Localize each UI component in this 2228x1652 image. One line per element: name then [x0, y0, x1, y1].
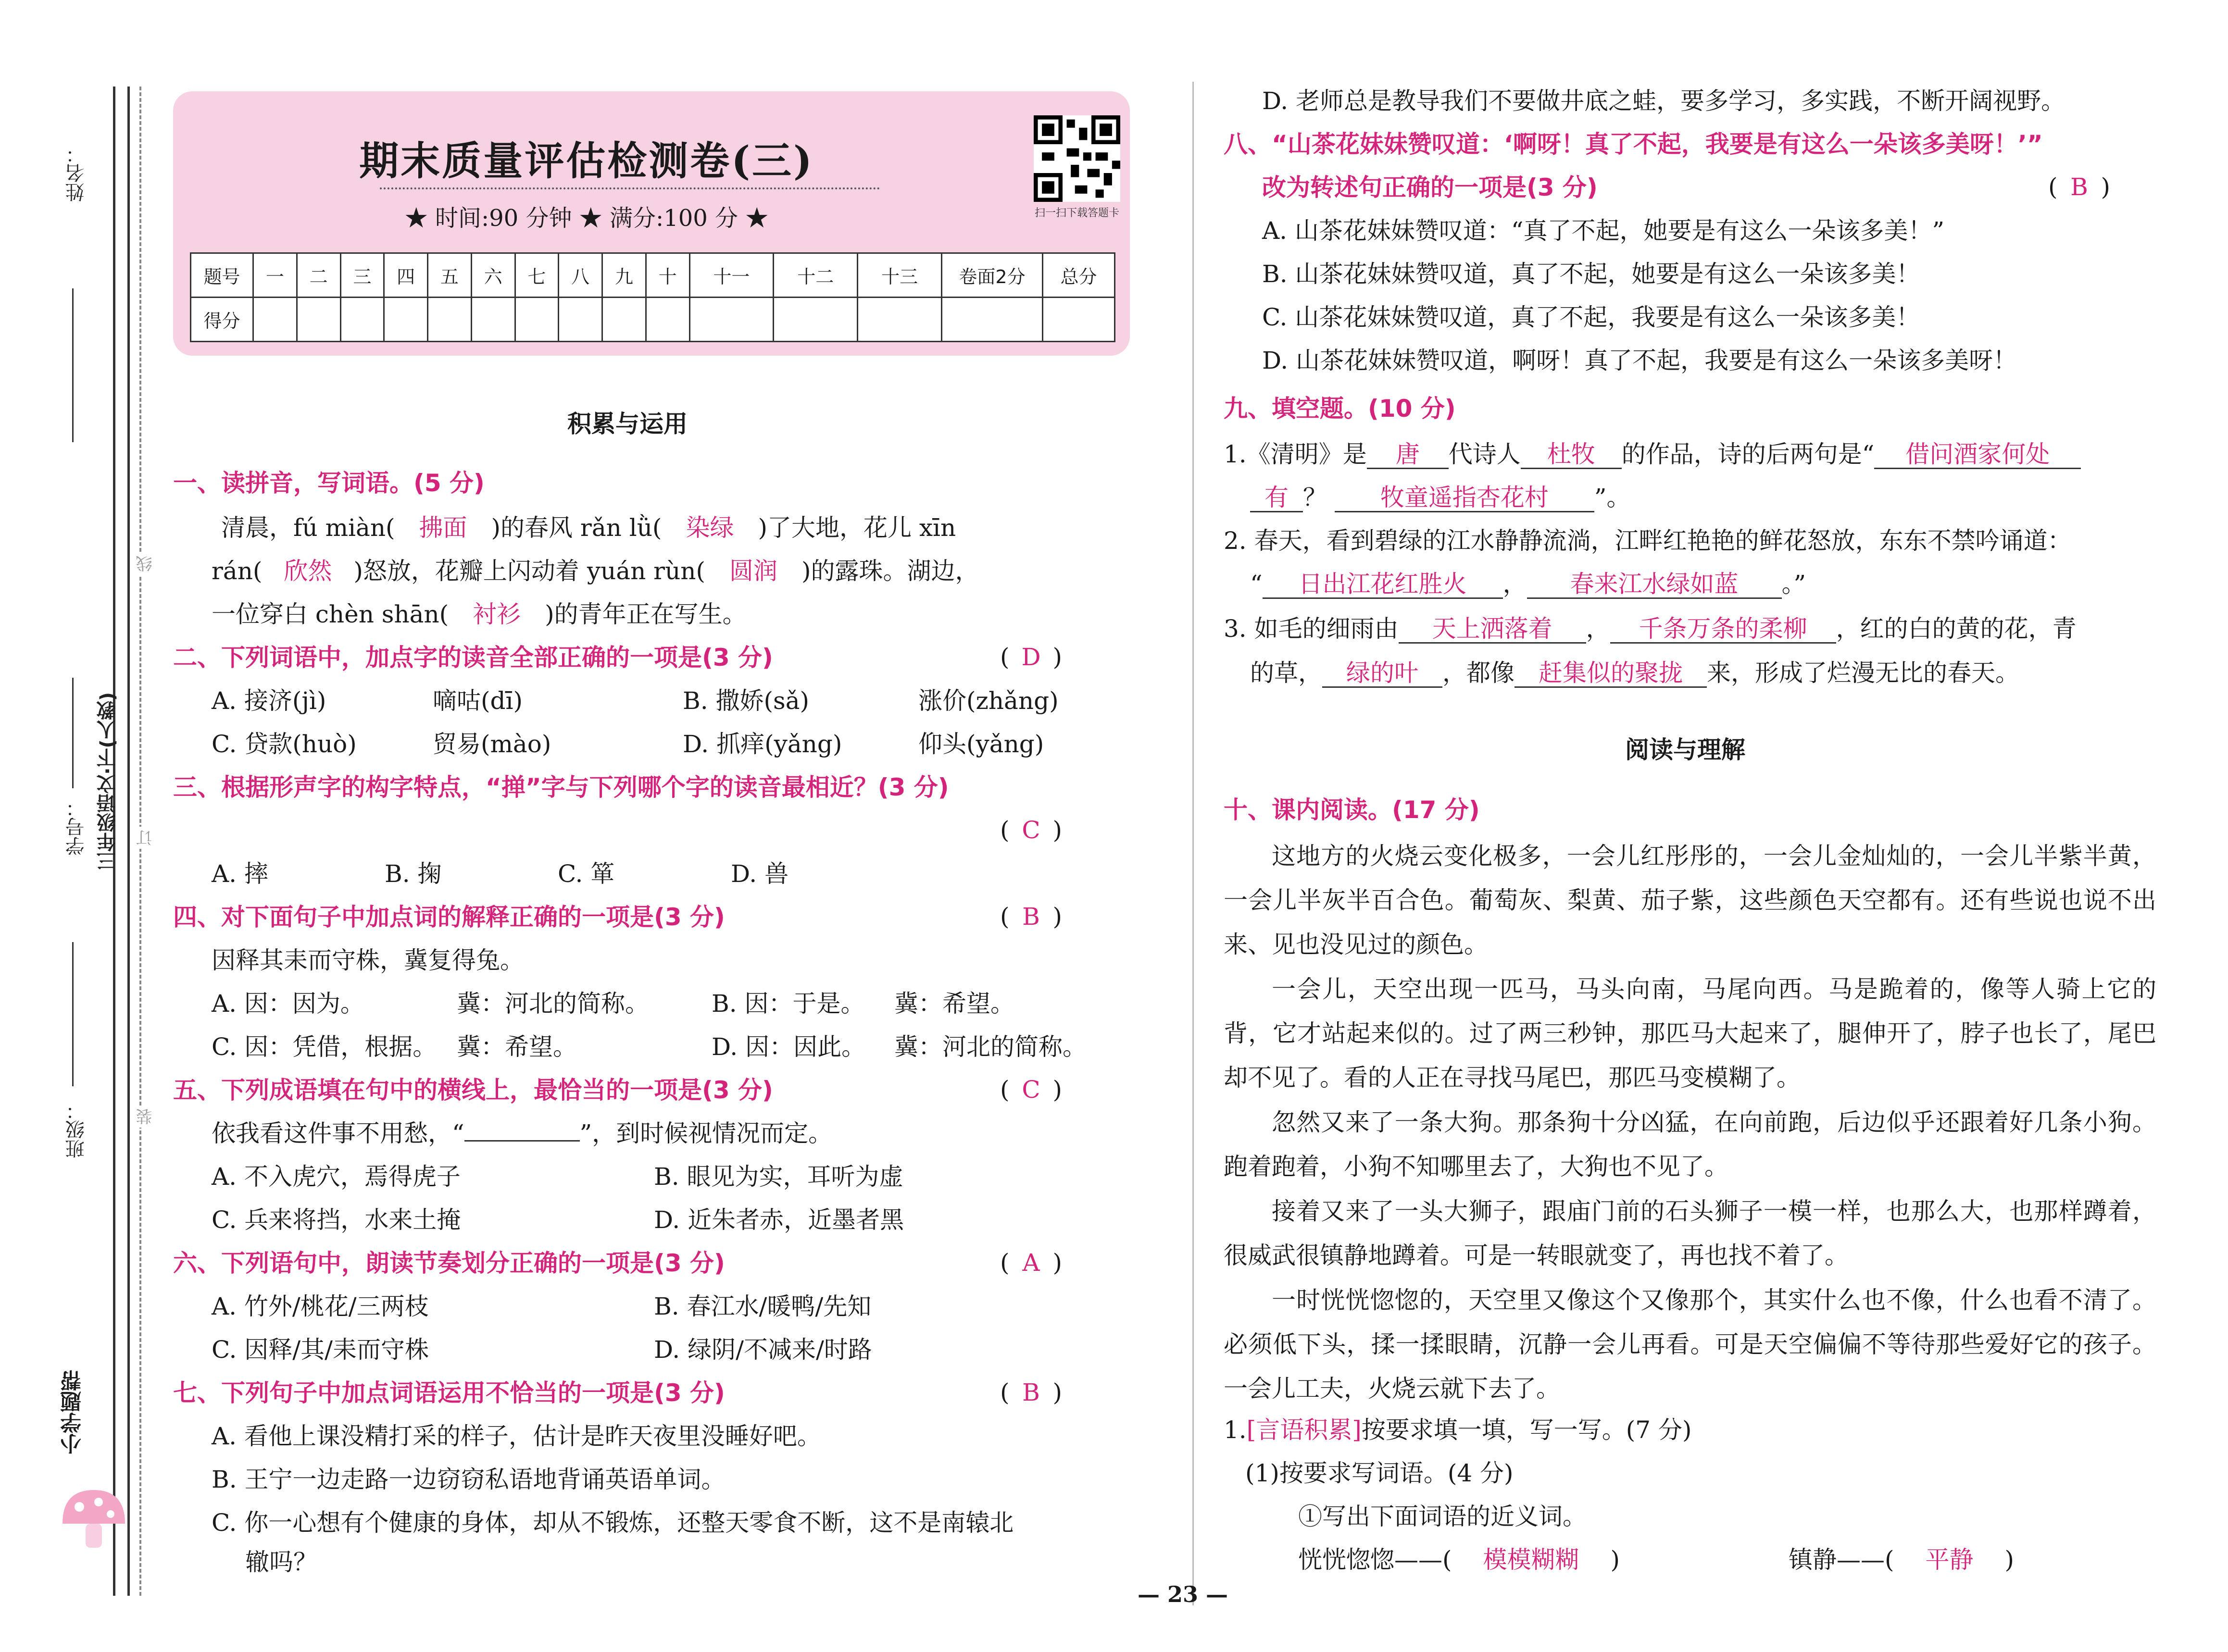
option: B. 山茶花妹妹赞叹道，真了不起，她要是有这么一朵该多美！ — [1262, 260, 1920, 288]
text: 依我看这件事不用愁，“ — [212, 1119, 464, 1147]
option: 嘀咕(dī) — [433, 687, 523, 715]
question-title: 四、对下面句子中加点词的解释正确的一项是(3 分) — [173, 903, 725, 931]
score-cell: 八 — [559, 253, 602, 298]
sentence: 因释其耒而守株，冀复得兔。 — [212, 946, 524, 974]
qr-caption: 扫一扫下载答题卡 — [1034, 207, 1119, 219]
score-cell: 五 — [428, 253, 472, 298]
question-title: 五、下列成语填在句中的横线上，最恰当的一项是(3 分) — [173, 1076, 773, 1104]
text: )的青年正在写生。 — [545, 600, 747, 628]
fill-answer: 唐 — [1367, 441, 1449, 469]
reading-paragraph: 忽然又来了一条大狗。那条狗十分凶猛，在向前跑，后边似乎还跟着好几条小狗。跑着跑着，小狗不知哪里去了，大狗也不见了。 — [1224, 1108, 2156, 1180]
option: D. 因：因此。 — [712, 1033, 866, 1061]
answer: 圆润 — [729, 557, 777, 585]
text: ？ — [1303, 484, 1327, 511]
text: 代诗人 — [1448, 440, 1521, 468]
fill-answer: 借问酒家何处 — [1874, 441, 2081, 469]
score-cell: 三 — [340, 253, 384, 298]
text: )怒放，花瓣上闪动着 yuán rùn( — [353, 557, 705, 585]
text: 1. — [1224, 1416, 1247, 1444]
name-field[interactable] — [72, 288, 74, 442]
answer-paren: ( D ) — [1000, 643, 1063, 671]
option: A. 接济(jì) — [212, 687, 326, 715]
answer: 拂面 — [419, 514, 467, 542]
fill-line — [1250, 658, 2019, 688]
score-input[interactable] — [559, 298, 602, 342]
text: 恍恍惚惚——( — [1298, 1546, 1452, 1574]
fill-answer: 牧童遥指杏花村 — [1335, 484, 1594, 512]
score-cell: 九 — [602, 253, 646, 298]
reading-paragraph: 这地方的火烧云变化极多，一会儿红彤彤的，一会儿金灿灿的，一会儿半紫半黄，一会儿半灰半百合色。葡萄灰、梨黄、茄子紫，这些颜色天空都有。还有些说也说不出来、见也没见过的颜色。 — [1224, 842, 2156, 958]
option: C. 山茶花妹妹赞叹道，真了不起，我要是有这么一朵该多美！ — [1262, 303, 1920, 331]
mushroom-logo-icon — [58, 1485, 130, 1553]
id-field[interactable] — [72, 678, 74, 788]
score-input[interactable] — [942, 298, 1043, 342]
score-cell: 四 — [384, 253, 428, 298]
question-title: 一、读拼音，写词语。(5 分) — [173, 469, 485, 497]
score-input[interactable] — [689, 298, 774, 342]
score-input[interactable] — [1043, 298, 1115, 342]
option: A. 因：因为。 — [212, 990, 364, 1018]
score-table-score-row — [191, 298, 1115, 342]
text: ，都像 — [1442, 659, 1515, 687]
score-cell: 二 — [297, 253, 340, 298]
text: ，红的白的黄的花，青 — [1836, 615, 2077, 643]
fill-answer: 赶集似的聚拢 — [1515, 659, 1707, 688]
option: B. 春江水/暖鸭/先知 — [654, 1292, 872, 1320]
answer-paren: ( C ) — [1000, 1076, 1063, 1104]
id-label: 学号： — [65, 798, 88, 856]
text: )的春风 rǎn lǜ( — [491, 514, 662, 542]
score-cell: 十二 — [774, 253, 858, 298]
answer-choice: D — [1021, 643, 1041, 671]
answer-paren: ( B ) — [1000, 903, 1063, 931]
option: 冀：河北的简称。 — [894, 1033, 1087, 1061]
score-input[interactable] — [602, 298, 646, 342]
option: 贸易(mào) — [433, 730, 551, 758]
text: 3. 如毛的细雨由 — [1224, 615, 1399, 643]
fill-line — [1224, 614, 2077, 644]
text: 1.《清明》是 — [1224, 440, 1367, 468]
section-heading: 积累与运用 — [567, 410, 688, 438]
answer-choice: A — [1022, 1249, 1040, 1277]
class-label: 班级： — [65, 1101, 88, 1158]
score-table-header-row — [191, 253, 1115, 298]
option: D. 近朱者赤，近墨者黑 — [654, 1206, 904, 1234]
option: B. 王宁一边走路一边窃窃私语地背诵英语单词。 — [212, 1466, 726, 1493]
question-title: 十、课内阅读。(17 分) — [1224, 796, 1480, 824]
option: A. 看他上课没精打采的样子，估计是昨天夜里没睡好吧。 — [212, 1422, 821, 1450]
question-title: 三、根据形声字的构字特点，“掸”字与下列哪个字的读音最相近？(3 分) — [173, 773, 949, 801]
class-field[interactable] — [72, 942, 74, 1086]
option: 冀：河北的简称。 — [457, 990, 649, 1018]
brand-label: 小学题帮 — [61, 1370, 85, 1454]
text: )的露珠。湖边， — [801, 557, 979, 585]
answer: 染绿 — [686, 514, 734, 542]
cut-word: 线 — [134, 553, 157, 575]
reading-paragraph: 一时恍恍惚惚的，天空里又像这个又像那个，其实什么也不像，什么也看不清了。必须低下头，揉一揉眼睛，沉静一会儿再看。可是天空偏偏不等待那些爱好它的孩子。一会儿工夫，火烧云就下去了。 — [1224, 1286, 2156, 1403]
text: 的作品，诗的后两句是“ — [1621, 440, 1875, 468]
sub-question — [1224, 1416, 1691, 1444]
question-line — [212, 600, 747, 629]
sub-question: (1)按要求写词语。(4 分) — [1245, 1459, 1514, 1487]
answer-choice: B — [2070, 173, 2088, 201]
exam-title: 期末质量评估检测卷(三) — [359, 138, 814, 184]
name-label: 姓名： — [65, 144, 88, 202]
text: 清晨，fú miàn( — [221, 514, 395, 542]
score-cell: 得分 — [191, 298, 253, 342]
answer-paren: ( B ) — [2048, 173, 2111, 201]
option: A. 山茶花妹妹赞叹道：“真了不起，她要是有这么一朵该多美！” — [1262, 217, 1945, 245]
option: C. 因：凭借，根据。 — [212, 1033, 437, 1061]
answer: 平静 — [1925, 1546, 1974, 1574]
fill-answer: 天上洒落着 — [1399, 615, 1586, 644]
text: 。” — [1781, 570, 1806, 598]
score-cell: 十三 — [858, 253, 942, 298]
option: D. 兽 — [731, 860, 789, 888]
text: 的草， — [1250, 659, 1322, 687]
score-input[interactable] — [515, 298, 559, 342]
answer: 欣然 — [284, 557, 332, 585]
score-table — [190, 252, 1115, 342]
score-input[interactable] — [384, 298, 428, 342]
answer-choice: C — [1022, 816, 1040, 844]
question-title: 二、下列词语中，加点字的读音全部正确的一项是(3 分) — [173, 644, 773, 671]
fill-answer: 日出江花红胜火 — [1263, 571, 1503, 599]
option: 冀：希望。 — [457, 1033, 577, 1061]
fill-line — [1250, 483, 1630, 512]
sentence — [212, 1119, 832, 1148]
score-cell: 题号 — [191, 253, 253, 298]
option: B. 撒娇(sǎ) — [683, 687, 810, 715]
score-cell: 一 — [253, 253, 297, 298]
answer-paren: ( A ) — [1000, 1249, 1063, 1277]
score-input[interactable] — [297, 298, 340, 342]
text: ， — [1502, 570, 1527, 598]
answer-paren: ( C ) — [1000, 816, 1063, 844]
fill-answer: 有 — [1250, 484, 1303, 512]
binding-line — [127, 87, 130, 1596]
answer-choice: B — [1022, 1379, 1040, 1406]
option: A. 摔 — [212, 860, 268, 888]
option: D. 抓痒(yǎng) — [683, 730, 842, 758]
sub-question — [1789, 1545, 2014, 1574]
option: C. 兵来将挡，水来土掩 — [212, 1206, 461, 1234]
fill-answer: 春来江水绿如蓝 — [1527, 571, 1782, 599]
text: 一位穿白 chèn shān( — [212, 600, 449, 628]
fill-answer: 千条万条的柔柳 — [1610, 615, 1836, 644]
question-title: 九、填空题。(10 分) — [1224, 395, 1456, 422]
score-input[interactable] — [646, 298, 689, 342]
option: 冀：希望。 — [894, 990, 1014, 1018]
text: 按要求填一填，写一写。(7 分) — [1361, 1416, 1692, 1444]
question-title: 六、下列语句中，朗读节奏划分正确的一项是(3 分) — [173, 1249, 725, 1277]
option: C. 你一心想有个健康的身体，却从不锻炼，还整天零食不断，这不是南辕北 — [212, 1509, 1014, 1537]
score-input[interactable] — [428, 298, 472, 342]
option: D. 老师总是教导我们不要做井底之蛙，要多学习，多实践，不断开阔视野。 — [1262, 87, 2065, 115]
option: C. 因释/其/耒而守株 — [212, 1336, 429, 1364]
tag-label: [言语积累] — [1246, 1416, 1362, 1444]
score-cell: 七 — [515, 253, 559, 298]
option: 辙吗？ — [245, 1548, 317, 1576]
option: D. 山茶花妹妹赞叹道，啊呀！真了不起，我要是有这么一朵该多美呀！ — [1262, 347, 2017, 374]
score-cell: 十一 — [689, 253, 774, 298]
answer-paren: ( B ) — [1000, 1379, 1063, 1406]
option: 涨价(zhǎng) — [918, 687, 1059, 715]
fill-line — [1224, 440, 2081, 469]
score-cell: 六 — [471, 253, 515, 298]
option: C. 箪 — [558, 860, 615, 888]
binding-margin — [0, 0, 155, 1652]
score-input[interactable] — [858, 298, 942, 342]
fill-answer: 绿的叶 — [1322, 659, 1442, 688]
text: ) — [2004, 1546, 2015, 1574]
score-input[interactable] — [774, 298, 858, 342]
text: 镇静——( — [1789, 1546, 1894, 1574]
question-title: 七、下列句子中加点词语运用不恰当的一项是(3 分) — [173, 1379, 725, 1407]
cut-word: 订 — [134, 827, 157, 849]
answer-choice: C — [1022, 1076, 1040, 1104]
option: 仰头(yǎng) — [918, 730, 1044, 758]
grade-label: 三年级语文·下(人教) — [97, 692, 119, 871]
title-rule — [380, 187, 880, 189]
option: A. 竹外/桃花/三两枝 — [212, 1292, 429, 1320]
text: ”。 — [1594, 484, 1631, 511]
text: ) — [1610, 1546, 1620, 1574]
option: B. 眼见为实，耳听为虚 — [654, 1163, 903, 1191]
question-line — [212, 557, 979, 585]
score-input[interactable] — [471, 298, 515, 342]
option: D. 绿阴/不减来/时路 — [654, 1336, 872, 1364]
fill-answer: 杜牧 — [1521, 441, 1622, 469]
score-cell: 卷面2分 — [942, 253, 1043, 298]
reading-paragraph: 一会儿，天空出现一匹马，马头向南，马尾向西。马是跪着的，像等人骑上它的背，它才站起来似的。过了两三秒钟，那匹马大起来了，腿伸开了，脖子也长了，尾巴却不见了。看的人正在寻找马尾巴，那匹马变模糊了。 — [1224, 975, 2156, 1092]
score-input[interactable] — [253, 298, 297, 342]
text: )了大地，花儿 xīn — [758, 514, 956, 542]
question-line — [221, 513, 956, 542]
answer: 模模糊糊 — [1483, 1546, 1579, 1574]
reading-paragraph: 接着又来了一头大狮子，跟庙门前的石头狮子一模一样，也那么大，也那样蹲着，很威武很镇静地蹲着。可是一转眼就变了，再也找不着了。 — [1224, 1197, 2156, 1269]
question-title: 改为转述句正确的一项是(3 分) — [1262, 174, 1598, 201]
text: ”，到时候视情况而定。 — [579, 1119, 833, 1147]
option: B. 因：于是。 — [712, 990, 865, 1018]
text: ， — [1586, 615, 1610, 643]
fill-line: 2. 春天，看到碧绿的江水静静流淌，江畔红艳艳的鲜花怒放，东东不禁吟诵道： — [1224, 527, 2072, 555]
answer-choice: B — [1022, 903, 1040, 931]
section-heading: 阅读与理解 — [1625, 736, 1745, 764]
sub-question — [1298, 1545, 1620, 1574]
blank — [464, 1122, 580, 1142]
answer: 衬衫 — [473, 600, 521, 628]
sub-question: ①写出下面词语的近义词。 — [1298, 1503, 1587, 1530]
option: B. 掬 — [385, 860, 442, 888]
option: C. 贷款(huò) — [212, 730, 357, 758]
page-number: — 23 — — [1137, 1581, 1228, 1607]
text: 来，形成了烂漫无比的春天。 — [1707, 659, 2019, 687]
question-title: 八、“山茶花妹妹赞叹道：‘啊呀！真了不起，我要是有这么一朵该多美呀！’” — [1224, 130, 2043, 158]
cut-word: 装 — [134, 1105, 157, 1128]
fill-line — [1250, 570, 1806, 599]
exam-header — [173, 91, 1130, 356]
text: “ — [1250, 570, 1263, 598]
score-cell: 总分 — [1043, 253, 1115, 298]
exam-subtitle: ★ 时间:90 分钟 ★ 满分:100 分 ★ — [404, 205, 769, 232]
qr-code-icon[interactable] — [1034, 115, 1120, 202]
column-divider — [1192, 82, 1194, 1605]
text: rán( — [212, 557, 263, 585]
option: A. 不入虎穴，焉得虎子 — [212, 1163, 461, 1191]
score-input[interactable] — [340, 298, 384, 342]
score-cell: 十 — [646, 253, 689, 298]
